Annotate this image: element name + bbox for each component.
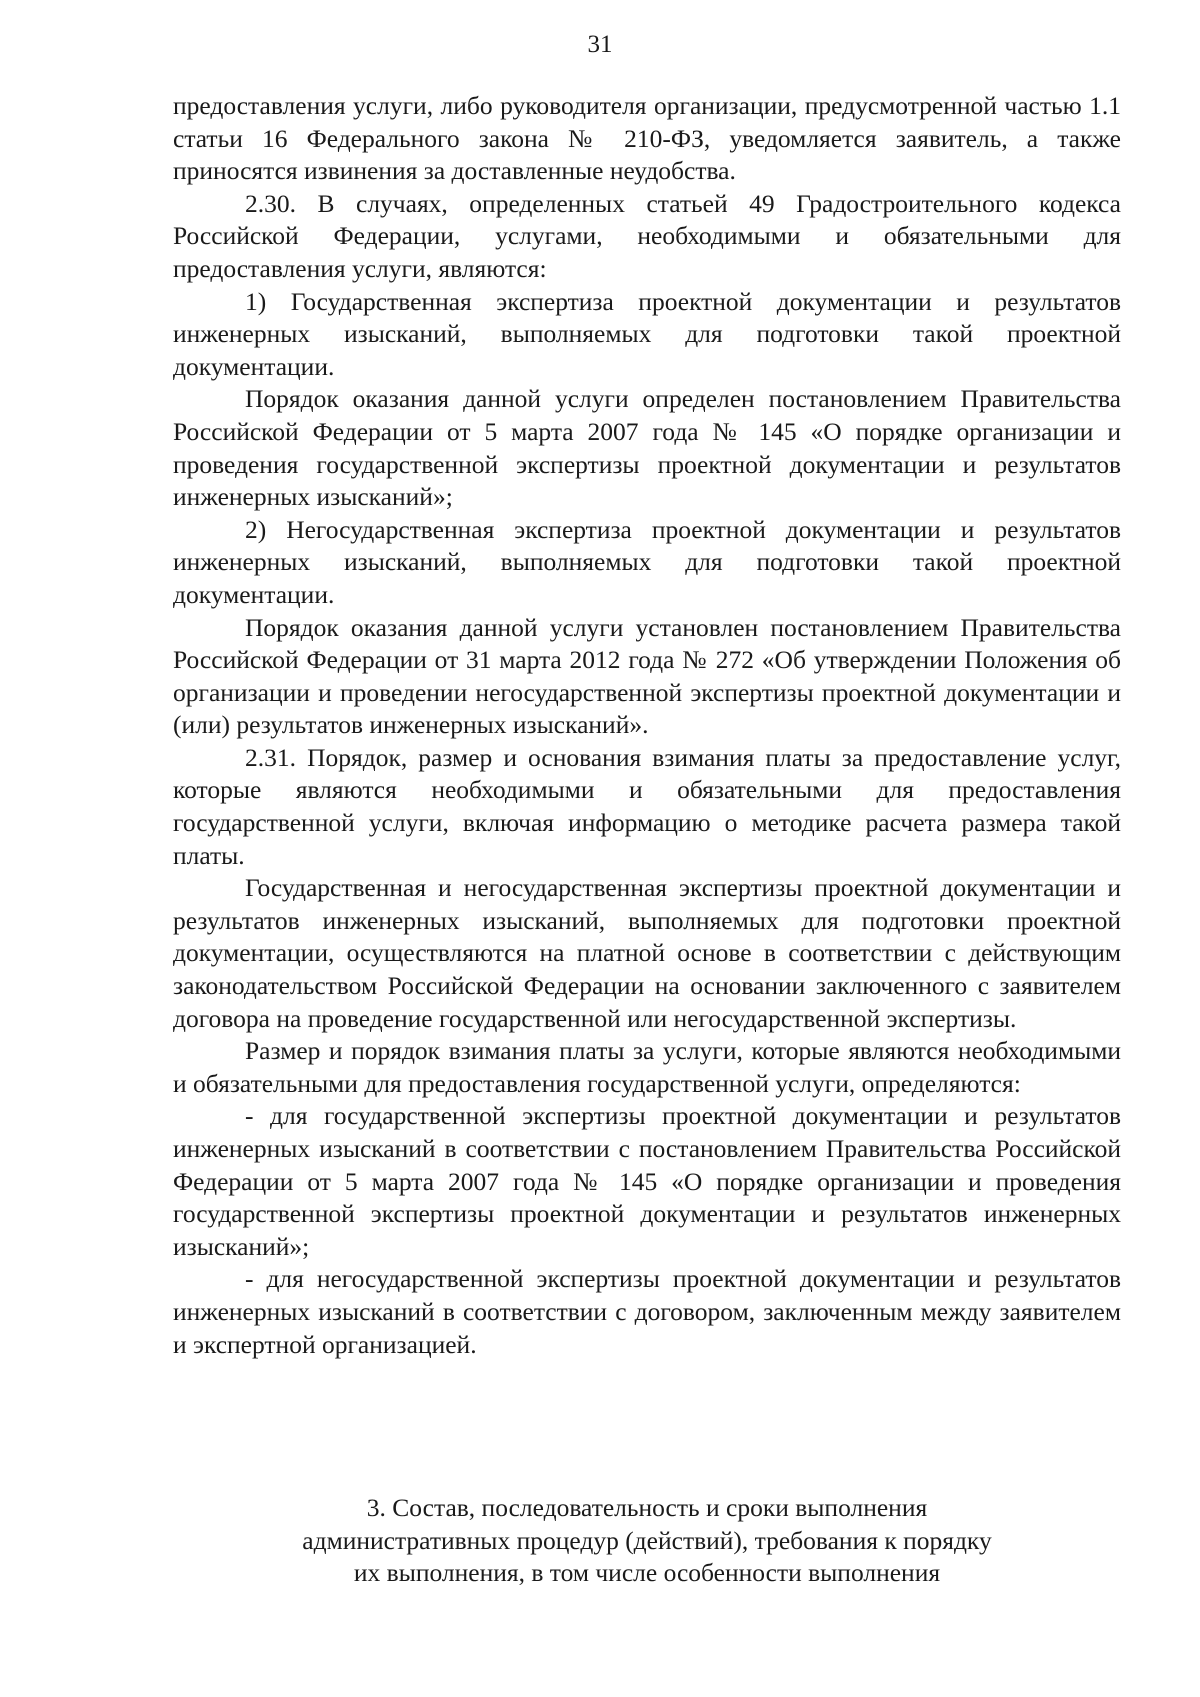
- section-heading-line: их выполнения, в том числе особенности выполнения: [353, 1558, 941, 1588]
- list-item: - для государственной экспертизы проектной документации и результатов инженерных изысканий в соответствии с постановлением Правительства Российской Федерации от 5 марта 2007 года № 145 «О порядке организации и проведения государственной экспертизы проектной документации и результатов инженерных изысканий»;: [173, 1101, 1121, 1261]
- paragraph: 2.30. В случаях, определенных статьей 49 Градостроительного кодекса Российской Федерации, услугами, необходимыми и обязательными для предоставления услуги, являются:: [173, 188, 1121, 283]
- list-item: - для негосударственной экспертизы проектной документации и результатов инженерных изысканий в соответствии с договором, заключенным между заявителем и экспертной организацией.: [173, 1264, 1121, 1359]
- paragraph: 2) Негосударственная экспертиза проектной документации и результатов инженерных изысканий, выполняемых для подготовки такой проектной документации.: [173, 514, 1121, 609]
- paragraph: Размер и порядок взимания платы за услуги, которые являются необходимыми и обязательными для предоставления государственной услуги, определяются:: [173, 1036, 1121, 1098]
- paragraph: предоставления услуги, либо руководителя организации, предусмотренной частью 1.1 статьи 16 Федерального закона № 210-ФЗ, уведомляется заявитель, а также приносятся извинения за доставленные неудобства.: [173, 91, 1121, 186]
- page-number: 31: [587, 31, 613, 58]
- paragraph: 2.31. Порядок, размер и основания взимания платы за предоставление услуг, которые являются необходимыми и обязательными для предоставления государственной услуги, включая информацию о методике расчета размера такой платы.: [173, 742, 1121, 870]
- section-heading-line: административных процедур (действий), требования к порядку: [302, 1525, 992, 1555]
- paragraph: Порядок оказания данной услуги установлен постановлением Правительства Российской Федерации от 31 марта 2012 года № 272 «Об утверждении Положения об организации и проведении негосударственной экспертизы проектной документации и (или) результатов инженерных изысканий».: [173, 612, 1121, 740]
- paragraph: Государственная и негосударственная экспертизы проектной документации и результатов инженерных изысканий, выполняемых для подготовки проектной документации, осуществляются на платной основе в соответствии с действующим законодательством Российской Федерации на основании заключенного с заявителем договора на проведение государственной или негосударственной экспертизы.: [173, 873, 1121, 1033]
- document-body: [173, 90, 1121, 1361]
- section-heading: [173, 1492, 1121, 1590]
- paragraph: 1) Государственная экспертиза проектной документации и результатов инженерных изысканий, выполняемых для подготовки такой проектной документации.: [173, 286, 1121, 381]
- section-heading-line: 3. Состав, последовательность и сроки выполнения: [366, 1493, 928, 1522]
- paragraph: Порядок оказания данной услуги определен постановлением Правительства Российской Федерации от 5 марта 2007 года № 145 «О порядке организации и проведения государственной экспертизы проектной документации и результатов инженерных изысканий»;: [173, 384, 1121, 512]
